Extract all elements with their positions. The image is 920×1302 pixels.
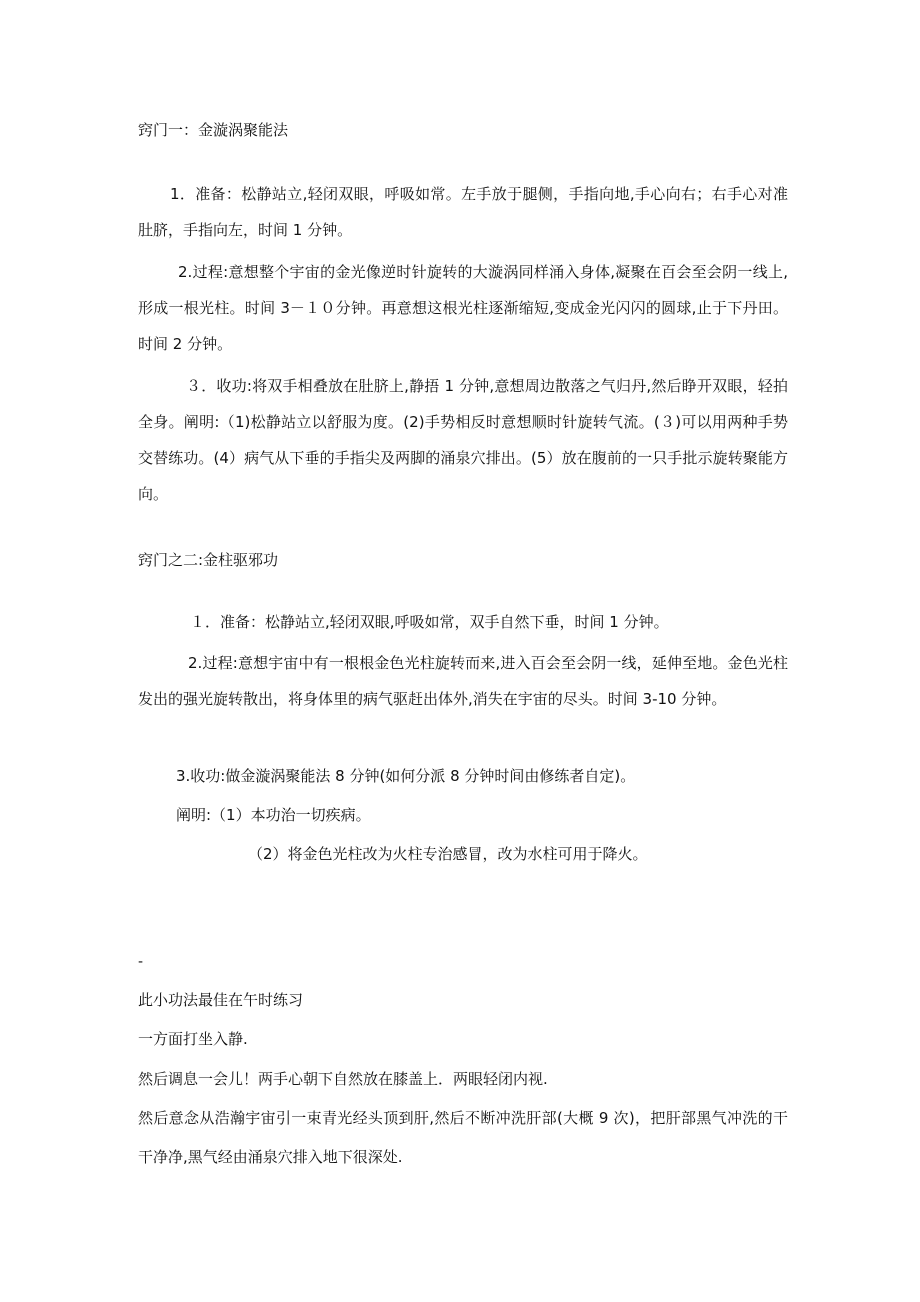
section2-heading: 窍门之二:金柱驱邪功 — [138, 551, 279, 569]
separator-dash: - — [138, 954, 144, 970]
section2-paragraph-3: 3.收功:做金漩涡聚能法 8 分钟(如何分派 8 分钟时间由修练者自定)。 — [176, 767, 636, 785]
section2-paragraph-1: １．准备：松静站立,轻闭双眼,呼吸如常，双手自然下垂，时间 1 分钟。 — [190, 613, 669, 631]
section2-note-1: 阐明:（1）本功治一切疾病。 — [176, 806, 371, 824]
section3-line-1: 此小功法最佳在午时练习 — [138, 991, 304, 1009]
section3-paragraph-4: 然后意念从浩瀚宇宙引一束青光经头顶到肝,然后不断冲洗肝部(大概 9 次)，把肝部黑气冲洗的干干净净,黑气经由涌泉穴排入地下很深处. — [138, 1109, 788, 1166]
section1-paragraph-3: ３．收功:将双手相叠放在肚脐上,静捂 1 分钟,意想周边散落之气归丹,然后睁开双眼，轻拍全身。阐明:（1)松静站立以舒服为度。(2)手势相反时意想顺时针旋转气流。(３)可以用两种手势交替练功。(4）病气从下垂的手指尖及两脚的涌泉穴排出。(5）放在腹前的一只手批示旋转聚能方向。 — [138, 377, 788, 503]
section1-paragraph-2: 2.过程:意想整个宇宙的金光像逆时针旋转的大漩涡同样涌入身体,凝聚在百会至会阴一线上,形成一根光柱。时间 3－１０分钟。再意想这根光柱逐渐缩短,变成金光闪闪的圆球,止于下丹田。时间 2 分钟。 — [138, 263, 788, 353]
section1-heading: 窍门一：金漩涡聚能法 — [138, 121, 289, 139]
section3-line-2: 一方面打坐入静. — [138, 1030, 248, 1048]
section1-paragraph-1: 1．准备：松静站立,轻闭双眼，呼吸如常。左手放于腿侧，手指向地,手心向右；右手心对准肚脐，手指向左，时间 1 分钟。 — [138, 185, 788, 239]
section3-line-3: 然后调息一会儿！两手心朝下自然放在膝盖上．两眼轻闭内视. — [138, 1070, 548, 1088]
section2-note-2: （2）将金色光柱改为火柱专治感冒，改为水柱可用于降火。 — [248, 845, 648, 863]
section2-paragraph-2: 2.过程:意想宇宙中有一根根金色光柱旋转而来,进入百会至会阴一线，延伸至地。金色光柱发出的强光旋转散出，将身体里的病气驱赶出体外,消失在宇宙的尽头。时间 3-10 分钟。 — [138, 654, 788, 708]
